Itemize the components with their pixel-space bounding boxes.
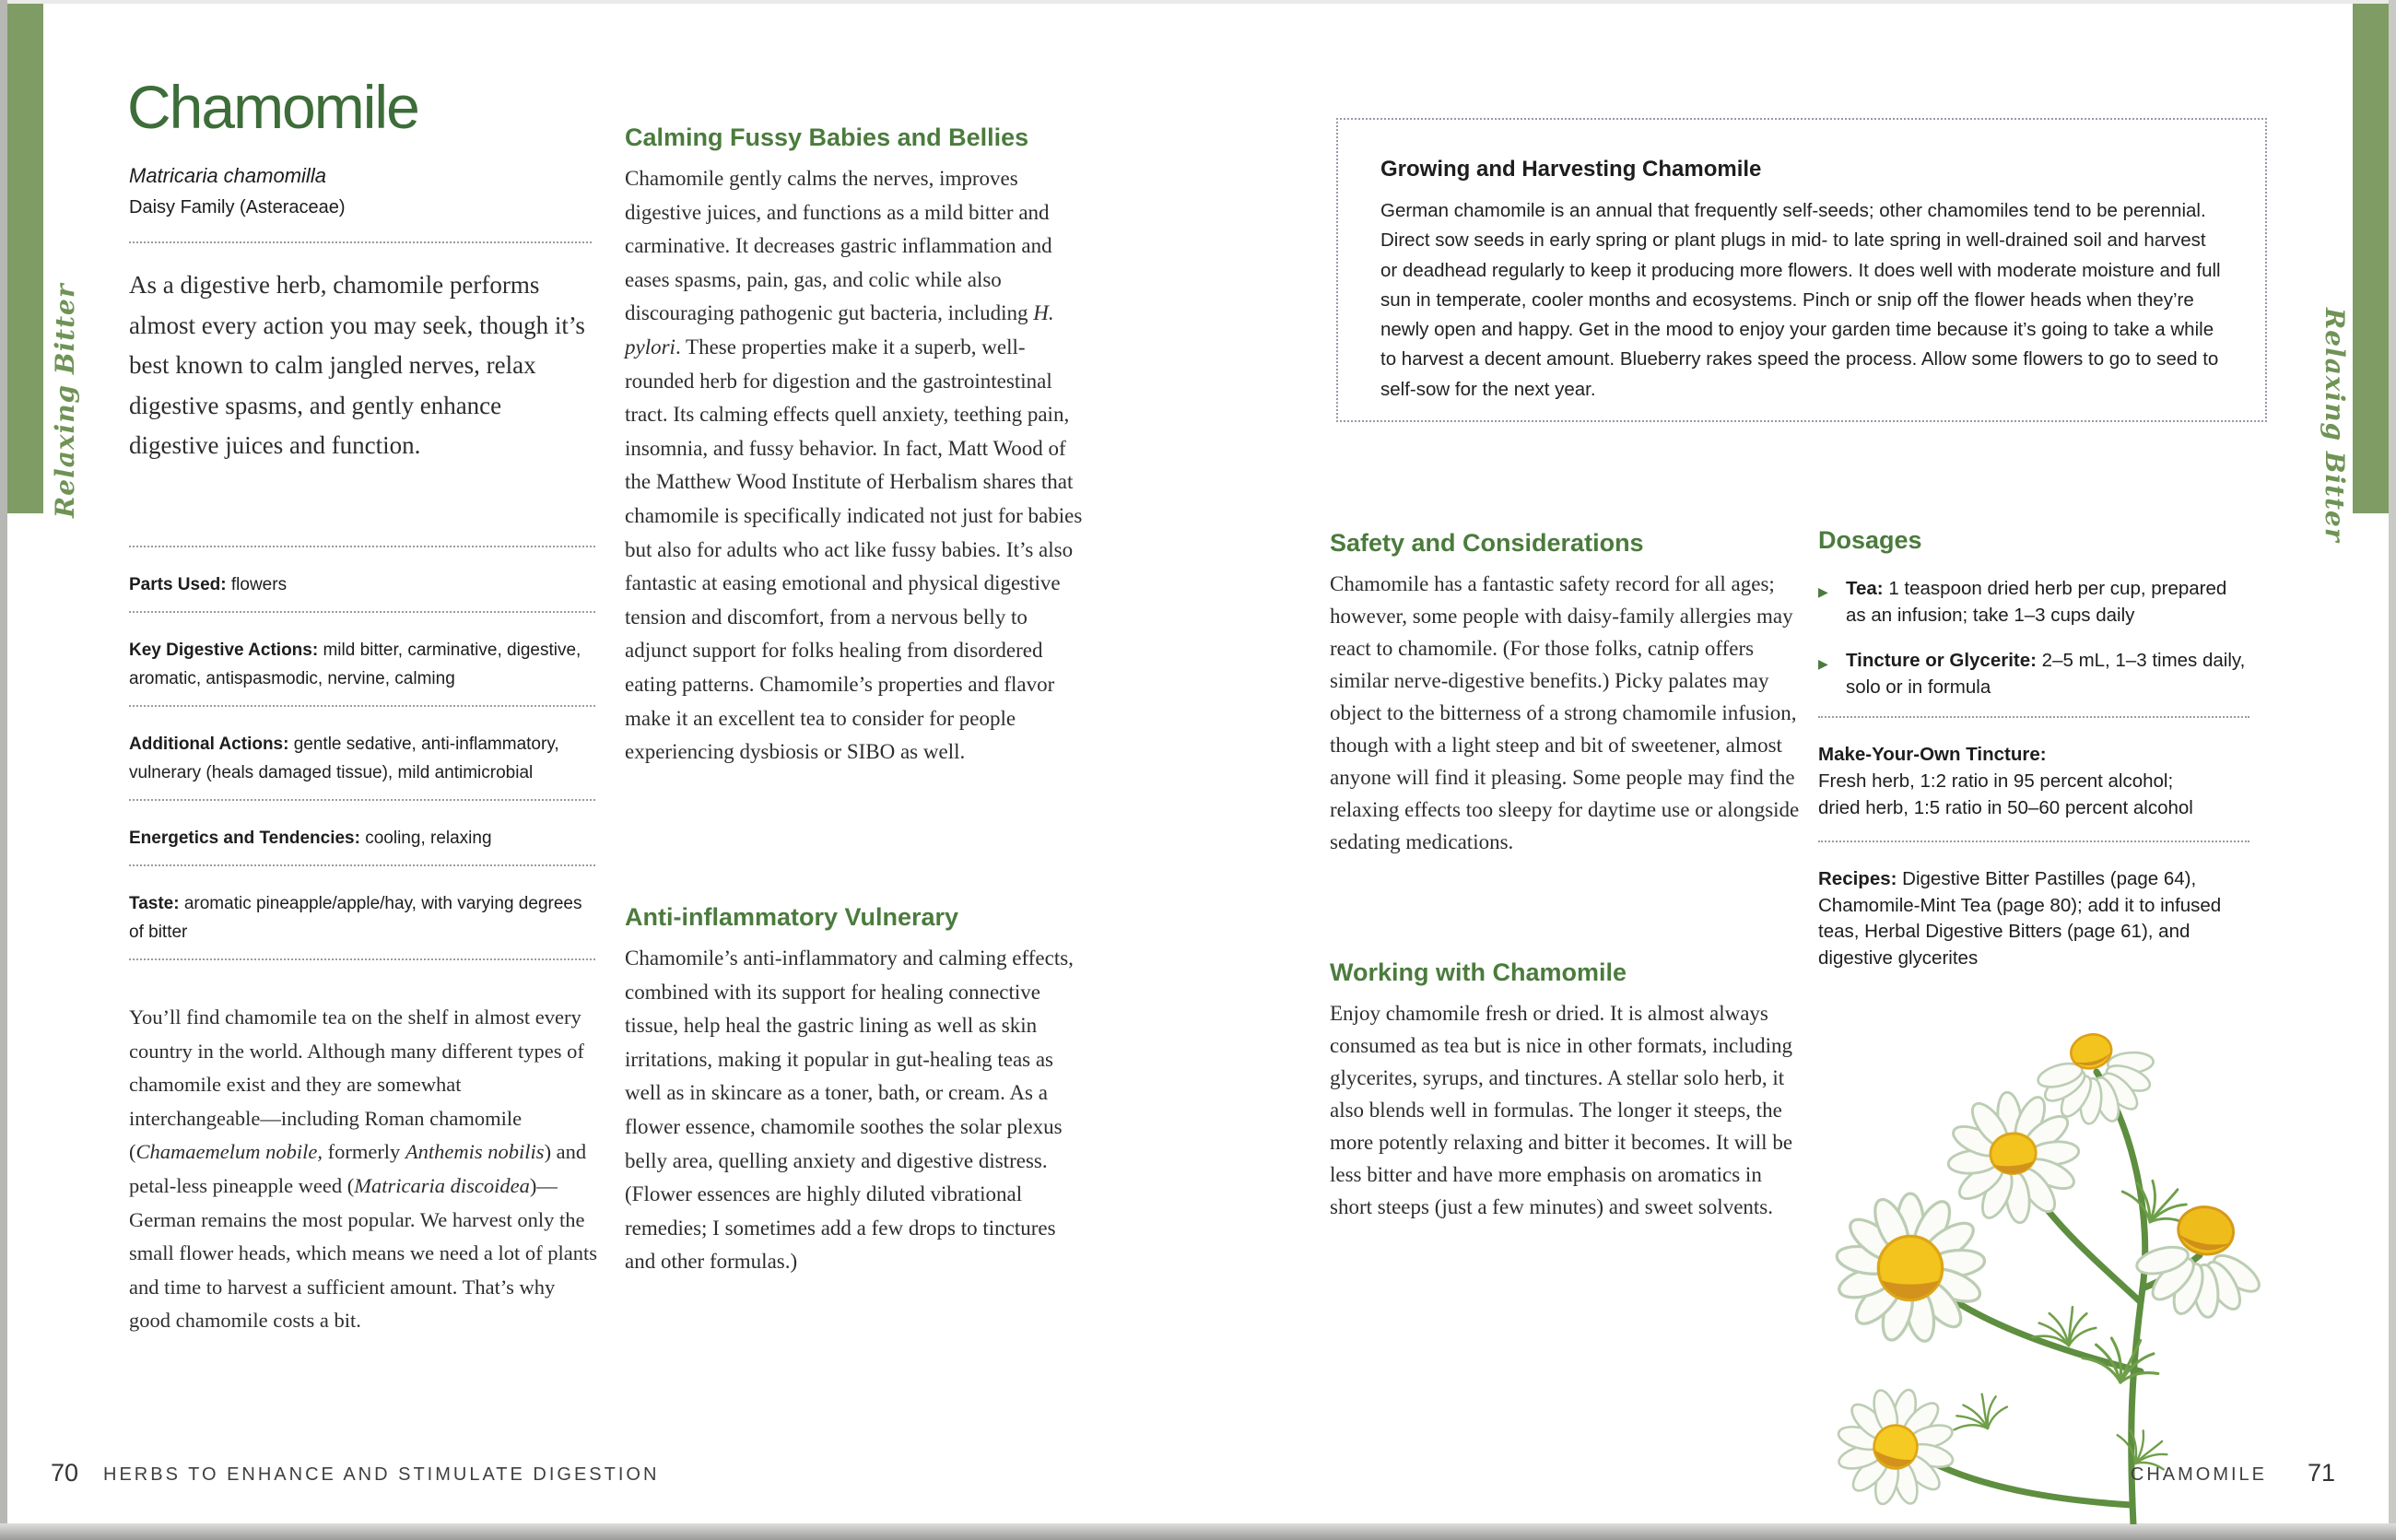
section-body-working: Enjoy chamomile fresh or dried. It is almost always consumed as tea but is nice in other formats, including glycerites, syrups, and tinctures. A stellar solo herb, it also blends well in formulas. The longer it steeps, the more potently relaxing and bitter it becomes. It will be less bitter and have more emphasis on aromatics in short steeps (just a few minutes) and sweet solvents. (1330, 1002, 1793, 1218)
page-number-left: 70 (51, 1459, 79, 1487)
chapter-tab-left (7, 4, 43, 513)
page-title: Chamomile (127, 73, 418, 141)
history-paragraph: You’ll find chamomile tea on the shelf in almost every country in the world. Although many different types of chamomile exist and they are somewhat interchangeable—including Roman chamomile (Chamaemelum nobile, formerly Anthemis nobilis) and petal-less pineapple weed (Matricaria discoidea)—German remains the most popular. We harvest only the small flower heads, which means we need a lot of plants and time to harvest a sufficient amount. That’s why good chamomile costs a bit. (129, 1005, 597, 1333)
section-heading-dosages: Dosages (1818, 526, 1922, 554)
attribute-label: Taste: (129, 894, 180, 913)
growing-info-box (1336, 118, 2267, 422)
plant-family: Daisy Family (Asteraceae) (129, 197, 346, 217)
divider-rule (1818, 716, 2249, 718)
section-heading-vulnerary: Anti-inflammatory Vulnerary (625, 903, 959, 931)
attribute-row (129, 546, 595, 611)
page-edge-left (0, 0, 7, 1540)
section-body-vulnerary: Chamomile’s anti-inflammatory and calming effects, combined with its support for healing connective tissue, help heal the gastric lining as well as skin irritations, making it popular in gut-healing teas as well as in skincare as a toner, bath, or cream. As a flower essence, chamomile soothes the solar plexus belly area, quelling anxiety and digestive distress. (Flower essences are highly diluted vibrational remedies; I sometimes add a few drops to tinctures and other formulas.) (625, 946, 1074, 1274)
side-label-right: Relaxing Bitter (2320, 308, 2350, 543)
page-number-right: 71 (2308, 1459, 2336, 1487)
attribute-value: mild bitter, carminative, digestive, aromatic, antispasmodic, nervine, calming (129, 641, 581, 688)
attribute-label: Key Digestive Actions: (129, 641, 319, 660)
attribute-row (129, 611, 595, 705)
attribute-value: gentle sedative, anti-inflammatory, vulnerary (heals damaged tissue), mild antimicrobial (129, 735, 559, 782)
running-footer-left: HERBS TO ENHANCE AND STIMULATE DIGESTION (103, 1464, 660, 1485)
info-box-body: German chamomile is an annual that frequently self-seeds; other chamomiles tend to be perennial. Direct sow seeds in early spring or plant plugs in mid- to late spring in well-drained soil and harvest or deadhead regularly to keep it producing more flowers. It does well with moderate moisture and full sun in temperate, cooler months and ecosystems. Pinch or snip off the flower heads when they’re newly open and happy. Get in the mood to enjoy your garden time because it’s going to take a while to harvest a decent amount. Blueberry rakes speed the process. Allow some flowers to go to seed to self-sow for the next year. (1380, 200, 2221, 400)
tincture-label: Make-Your-Own Tincture: (1818, 744, 2047, 765)
attribute-value: flowers (226, 575, 288, 594)
divider-rule (129, 241, 592, 243)
attribute-value: aromatic pineapple/apple/hay, with varying degrees of bitter (129, 894, 582, 942)
attribute-label: Additional Actions: (129, 735, 289, 754)
chapter-tab-right (2353, 4, 2389, 513)
attribute-value: cooling, relaxing (359, 829, 492, 848)
latin-name: Matricaria chamomilla (129, 164, 326, 187)
page-edge-top (0, 0, 2396, 4)
dosage-item (1818, 575, 2251, 629)
attribute-row (129, 799, 595, 864)
dosage-list (1818, 575, 2251, 719)
bullet-triangle-icon: ▶ (1818, 657, 1828, 672)
divider-rule (1818, 841, 2249, 842)
section-heading-working: Working with Chamomile (1330, 958, 1627, 986)
page-edge-bottom (0, 1523, 2396, 1540)
bullet-triangle-icon: ▶ (1818, 585, 1828, 600)
side-label-left: Relaxing Bitter (50, 283, 80, 518)
attribute-row (129, 705, 595, 799)
recipes-paragraph: Recipes: Digestive Bitter Pastilles (page 64), Chamomile-Mint Tea (page 80); add it to infused teas, Herbal Digestive Bitters (page 61), and digestive glycerites (1818, 868, 2222, 969)
attribute-list (129, 546, 595, 960)
section-heading-safety: Safety and Considerations (1330, 529, 1644, 557)
section-body-calming: Chamomile gently calms the nerves, improves digestive juices, and functions as a mild bitter and carminative. It decreases gastric inflammation and eases spasms, pain, gas, and colic while also discouraging pathogenic gut bacteria, including H. pylori. These properties make it a superb, well-rounded herb for digestion and the gastrointestinal tract. Its calming effects quell anxiety, teething pain, insomnia, and fussy behavior. In fact, Matt Wood of the Matthew Wood Institute of Herbalism shares that chamomile is specifically indicated not just for babies but also for adults who act like fussy babies. It’s also fantastic at easing emotional and physical digestive tension and discomfort, from a nervous belly to adjunct support for folks healing from disordered eating patterns. Chamomile’s properties and flavor make it an excellent tea to consider for people experiencing dysbiosis or SIBO as well. (625, 167, 1083, 764)
dosage-label: Tincture or Glycerite: (1846, 650, 2037, 671)
chamomile-illustration (1792, 984, 2297, 1524)
page-edge-right (2389, 0, 2396, 1540)
dosage-text: 1 teaspoon dried herb per cup, prepared as an infusion; take 1–3 cups daily (1846, 578, 2227, 626)
dosage-text: 2–5 mL, 1–3 times daily, solo or in formula (1846, 650, 2246, 698)
tincture-line: Fresh herb, 1:2 ratio in 95 percent alcohol; (1818, 770, 2174, 792)
attribute-label: Energetics and Tendencies: (129, 829, 360, 848)
intro-paragraph: As a digestive herb, chamomile performs almost every action you may seek, though it’s best known to calm jangled nerves, relax digestive spasms, and gently enhance digestive juices and function. (129, 271, 585, 459)
tincture-line: dried herb, 1:5 ratio in 50–60 percent alcohol (1818, 797, 2193, 818)
attribute-row (129, 864, 595, 958)
info-box-heading: Growing and Harvesting Chamomile (1380, 157, 1762, 182)
make-your-own-tincture (1818, 741, 2251, 821)
dosage-item (1818, 647, 2251, 700)
dosage-label: Tea: (1846, 578, 1884, 599)
attribute-label: Parts Used: (129, 575, 227, 594)
section-body-safety: Chamomile has a fantastic safety record for all ages; however, some people with daisy-family allergies may react to chamomile. (For those folks, catnip offers similar nerve-digestive benefits.) Picky palates may object to the bitterness of a strong chamomile infusion, though with a light steep and bit of sweetener, almost anyone will find it pleasing. Some people may find the relaxing effects too sleepy for daytime use or alongside sedating medications. (1330, 572, 1800, 853)
section-heading-calming: Calming Fussy Babies and Bellies (625, 123, 1029, 151)
running-footer-right: CHAMOMILE (2130, 1464, 2267, 1485)
